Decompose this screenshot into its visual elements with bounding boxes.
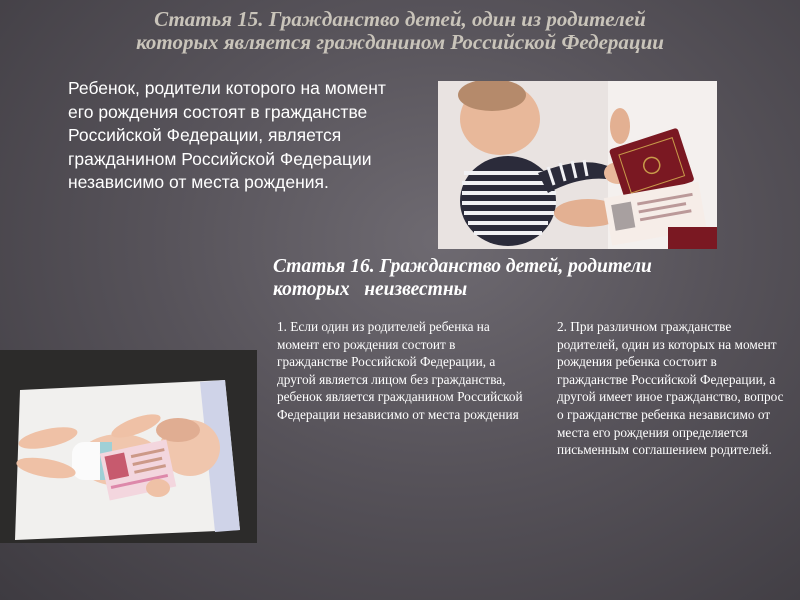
slide-title-line-1: Статья 15. Гражданство детей, один из родителей	[154, 7, 646, 31]
slide-title-line-2: которых является гражданином Российской Федерации	[136, 30, 664, 54]
infant-with-passport-illustration	[0, 350, 257, 543]
intro-paragraph: Ребенок, родители которого на момент его рождения состоят в гражданстве Российской Федерации, является гражданином Российской Федерации независимо от места рождения.	[68, 78, 386, 192]
infant-with-passport-photo	[0, 350, 257, 543]
baby-with-passports-illustration	[438, 81, 717, 249]
article-16-point-1: 1. Если один из родителей ребенка на момент его рождения состоит в гражданстве Российской Федерации, а другой является лицом без гражданства, ребенок является гражданином Российской Федерации независимо от места рождения	[277, 319, 523, 422]
article-16-title-line-1: Статья 16. Гражданство детей, родители	[273, 256, 652, 277]
article-16-point-2: 2. При различном гражданстве родителей, один из которых на момент рождения ребенка состоит в гражданстве Российской Федерации, а другой имеет иное гражданство, вопрос о гражданстве ребенка независимо от места его рождения определяется письменным соглашением родителей.	[557, 319, 784, 458]
baby-with-passports-photo	[438, 81, 717, 249]
article-16-title-line-2: которых неизвестны	[273, 279, 468, 300]
